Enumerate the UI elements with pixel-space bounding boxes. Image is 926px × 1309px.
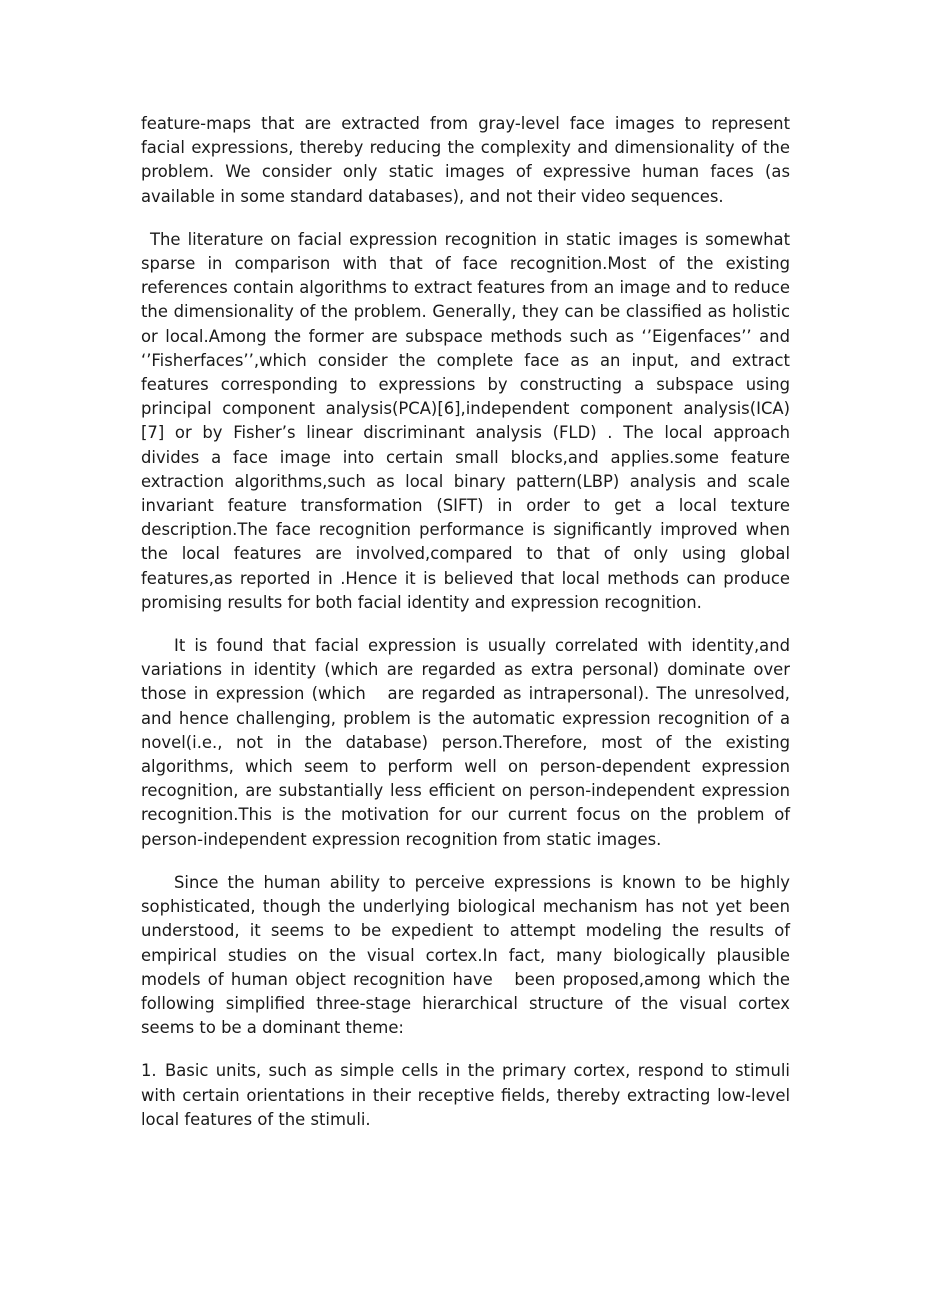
paragraph-visual-cortex: Since the human ability to perceive expressions is known to be highly sophisticated, though the underlying biological mechanism has not yet been understood, it seems to be expedient to attempt modeling the results of empirical studies on the visual cortex.In fact, many biologically plausible models of human object recognition have been proposed,among which the following simplified three-stage hierarchical structure of the visual cortex seems to be a dominant theme: [141,872,790,1038]
paragraph-identity-correlation: It is found that facial expression is usually correlated with identity,and variations in identity (which are regarded as extra personal) dominate over those in expression (which are regarded as intrapersonal). The unresolved, and hence challenging, problem is the automatic expression recognition of a novel(i.e., not in the database) person.Therefore, most of the existing algorithms, which seem to perform well on person-dependent expression recognition, are substantially less efficient on person-independent expression recognition.This is the motivation for our current focus on the problem of person-independent expression recognition from static images. [141,636,790,849]
list-item-number: 1. [141,1061,157,1081]
list-item-text: Basic units, such as simple cells in the primary cortex, respond to stimuli with certain orientations in their receptive fields, thereby extracting low-level local features of the stimuli. [141,1061,790,1129]
list-item [141,1059,790,1132]
paragraph-literature-review: The literature on facial expression recognition in static images is somewhat sparse in comparison with that of face recognition.Most of the existing references contain algorithms to extract features from an image and to reduce the dimensionality of the problem. Generally, they can be classified as holistic or local.Among the former are subspace methods such as ‘’Eigenfaces’’ and ‘’Fisherfaces’’,which consider the complete face as an input, and extract features corresponding to expressions by constructing a subspace using principal component analysis(PCA)[6],independent component analysis(ICA)[7] or by Fisher’s linear discriminant analysis (FLD) . The local approach divides a face image into certain small blocks,and applies.some feature extraction algorithms,such as local binary pattern(LBP) analysis and scale invariant feature transformation (SIFT) in order to get a local texture description.The face recognition performance is significantly improved when the local features are involved,compared to that of only using global features,as reported in .Hence it is believed that local methods can produce promising results for both facial identity and expression recognition. [141,229,790,612]
paragraph-feature-maps: feature-maps that are extracted from gray-level face images to represent facial expressions, thereby reducing the complexity and dimensionality of the problem. We consider only static images of expressive human faces (as available in some standard databases), and not their video sequences. [141,114,790,206]
document-page [141,112,790,1151]
